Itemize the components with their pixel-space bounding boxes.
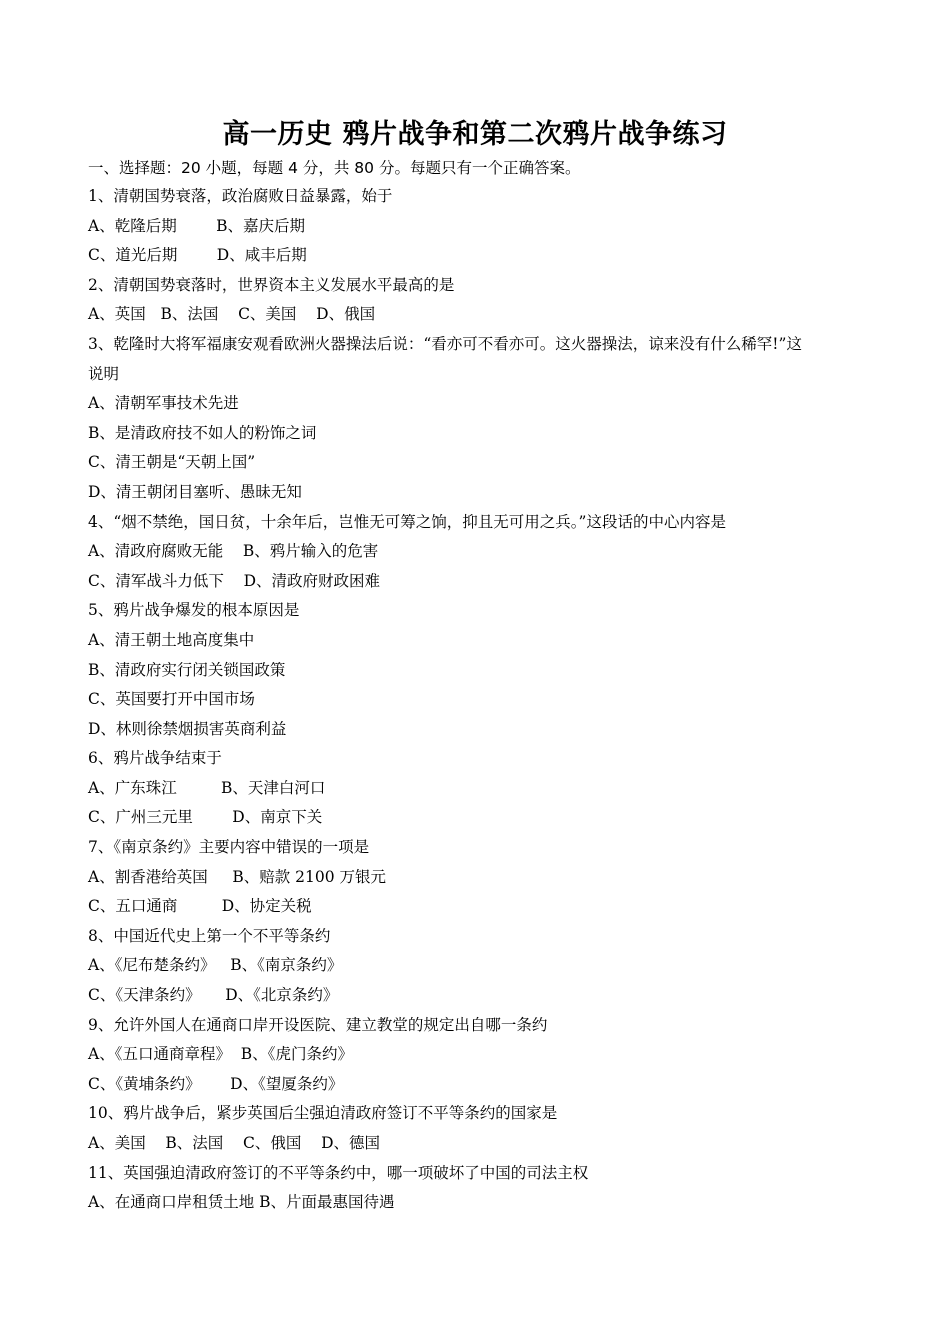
question-text: 2、清朝国势衰落时，世界资本主义发展水平最高的是 — [88, 275, 455, 294]
document-title: 高一历史 鸦片战争和第二次鸦片战争练习 — [222, 119, 728, 150]
question-text: 9、允许外国人在通商口岸开设医院、建立教堂的规定出自哪一条约 — [88, 1015, 548, 1034]
question-text: 4、“烟不禁绝，国日贫，十余年后，岂惟无可筹之饷，抑且无可用之兵。”这段话的中心内容是 — [88, 512, 726, 531]
text-line: 说明 — [88, 364, 120, 383]
question-text: 8、中国近代史上第一个不平等条约 — [88, 926, 331, 945]
text-line: C、道光后期 D、咸丰后期 — [88, 246, 307, 265]
text-line: C、清王朝是“天朝上国” — [88, 453, 256, 472]
question-text: 1、清朝国势衰落，政治腐败日益暴露，始于 — [88, 187, 393, 205]
text-line: C、广州三元里 D、南京下关 — [88, 808, 323, 827]
text-line: B、是清政府技不如人的粉饰之词 — [88, 423, 317, 442]
question-text: 5、鸦片战争爆发的根本原因是 — [88, 601, 300, 620]
text-line: D、林则徐禁烟损害英商利益 — [88, 719, 287, 738]
text-line: A、在通商口岸租赁土地 B、片面最惠国待遇 — [88, 1193, 395, 1212]
text-line: C、《黄埔条约》 D、《望厦条约》 — [88, 1074, 344, 1093]
text-line: A、乾隆后期 B、嘉庆后期 — [88, 216, 306, 235]
question-text: 7、《南京条约》主要内容中错误的一项是 — [88, 838, 370, 857]
question-text: 11、英国强迫清政府签订的不平等条约中，哪一项破坏了中国的司法主权 — [88, 1163, 589, 1182]
text-line: A、《五口通商章程》 B、《虎门条约》 — [88, 1045, 353, 1064]
text-line: A、清政府腐败无能 B、鸦片输入的危害 — [88, 542, 379, 561]
text-line: A、美国 B、法国 C、俄国 D、德国 — [88, 1134, 380, 1152]
text-line: C、清军战斗力低下 D、清政府财政困难 — [88, 571, 380, 590]
text-line: A、英国 B、法国 C、美国 D、俄国 — [88, 305, 376, 324]
text-line: D、清王朝闭目塞听、愚昧无知 — [88, 482, 302, 501]
text-line: C、五口通商 D、协定关税 — [88, 897, 312, 916]
text-line: A、《尼布楚条约》 B、《南京条约》 — [88, 956, 343, 975]
question-text: 3、乾隆时大将军福康安观看欧洲火器操法后说：“看亦可不看亦可。这火器操法，谅来没有什么稀罕!”这 — [88, 334, 802, 353]
question-list — [88, 182, 868, 1218]
text-line: A、割香港给英国 B、赔款 2100 万银元 — [88, 867, 387, 886]
text-line: C、英国要打开中国市场 — [88, 690, 255, 709]
section-heading: 一、选择题：20 小题，每题 4 分，共 80 分。每题只有一个正确答案。 — [88, 159, 581, 177]
text-line: A、清王朝土地高度集中 — [88, 630, 255, 649]
text-line: A、清朝军事技术先进 — [88, 394, 239, 413]
question-text: 10、鸦片战争后，紧步英国后尘强迫清政府签订不平等条约的国家是 — [88, 1104, 558, 1123]
text-line: A、广东珠江 B、天津白河口 — [88, 778, 326, 797]
text-line: C、《天津条约》 D、《北京条约》 — [88, 986, 339, 1005]
question-text: 6、鸦片战争结束于 — [88, 749, 222, 768]
text-line: B、清政府实行闭关锁国政策 — [88, 660, 286, 679]
